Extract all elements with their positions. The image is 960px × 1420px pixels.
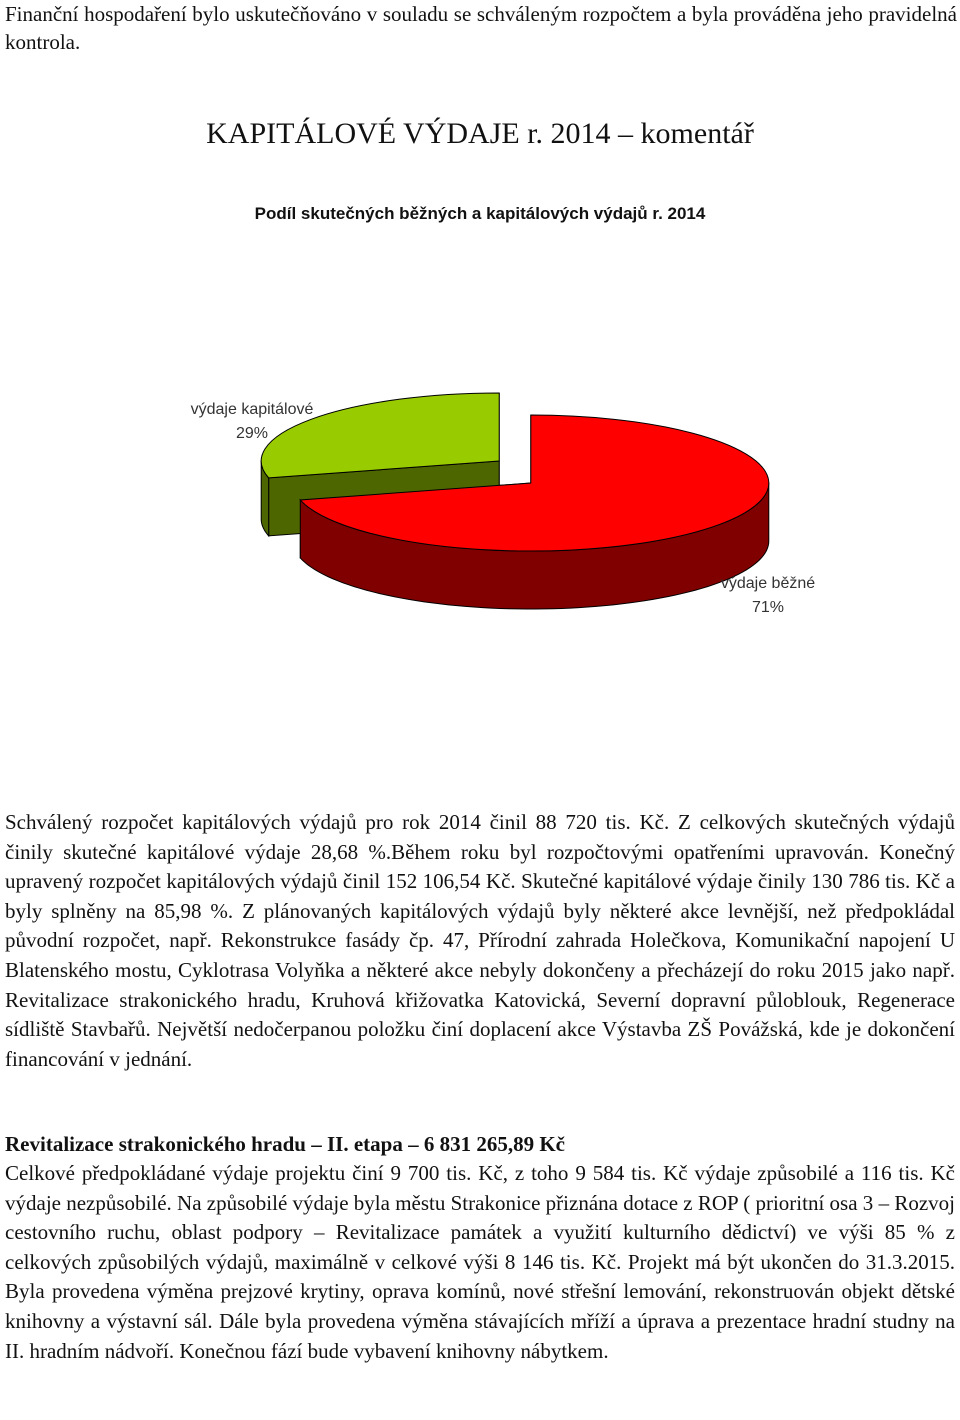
pie-slice-value-1: 71% (751, 599, 785, 616)
intro-paragraph: Finanční hospodaření bylo uskutečňováno v souladu se schváleným rozpočtem a byla prováděna jeho pravidelná kontrola. (5, 2, 957, 54)
castle-revitalization-heading: Revitalizace strakonického hradu – II. etapa – 6 831 265,89 Kč (5, 1132, 565, 1156)
pie-chart-canvas (0, 190, 960, 750)
pie-slice-value-0: 29% (235, 425, 269, 442)
section-title: KAPITÁLOVÉ VÝDAJE r. 2014 – komentář (206, 117, 754, 150)
capital-expenditure-paragraph: Schválený rozpočet kapitálových výdajů pro rok 2014 činil 88 720 tis. Kč. Z celkových skutečných výdajů činily skutečné kapitálové výdaje 28,68 %.Během roku byl rozpočtovými opatřeními upravován. Konečný upravený rozpočet kapitálových výdajů činil 152 106,54 Kč. Skutečné kapitálové výdaje činily 130 786 tis. Kč a byly splněny na 85,98 %. Z plánovaných kapitálových výdajů byly některé akce levnější, než předpokládal původní rozpočet, např. Rekonstrukce fasády čp. 47, Přírodní zahrada Holečkova, Komunikační napojení U Blatenského mostu, Cyklotrasa Volyňka a některé akce nebyly dokončeny a přecházejí do roku 2015 jako např. Revitalizace strakonického hradu, Kruhová křižovatka Katovická, Severní dopravní půloblouk, Regenerace sídliště Stavbařů. Největší nedočerpanou položku činí doplacení akce Výstavba ZŠ Povážská, kde je dokončení financování v jednání. (5, 810, 955, 1071)
castle-revitalization-paragraph: Celkové předpokládané výdaje projektu činí 9 700 tis. Kč, z toho 9 584 tis. Kč výdaje způsobilé a 116 tis. Kč výdaje nezpůsobilé. Na způsobilé výdaje byla městu Strakonice přiznána dotace z ROP ( prioritní osa 3 – Rozvoj cestovního ruchu, oblast podpory – Revitalizace památek a využití kulturního dědictví) ve výši 85 % z celkových způsobilých výdajů, maximálně v celkové výši 8 146 tis. Kč. Projekt má být ukončen do 31.3.2015. Byla provedena výměna prejzové krytiny, oprava komínů, nové střešní lemování, rekonstruován objekt dětské knihovny a výstavní sál. Dále byla provedena výměna stávajících mříží a úprava a prezentace hradní studny na II. hradním nádvoří. Konečnou fází bude vybavení knihovny nábytkem. (5, 1161, 955, 1363)
pie-slice-label-0: výdaje kapitálové (190, 401, 314, 418)
chart-title: Podíl skutečných běžných a kapitálových výdajů r. 2014 (254, 204, 706, 223)
pie-chart (0, 190, 960, 750)
pie-slice-label-1: výdaje běžné (720, 575, 816, 592)
